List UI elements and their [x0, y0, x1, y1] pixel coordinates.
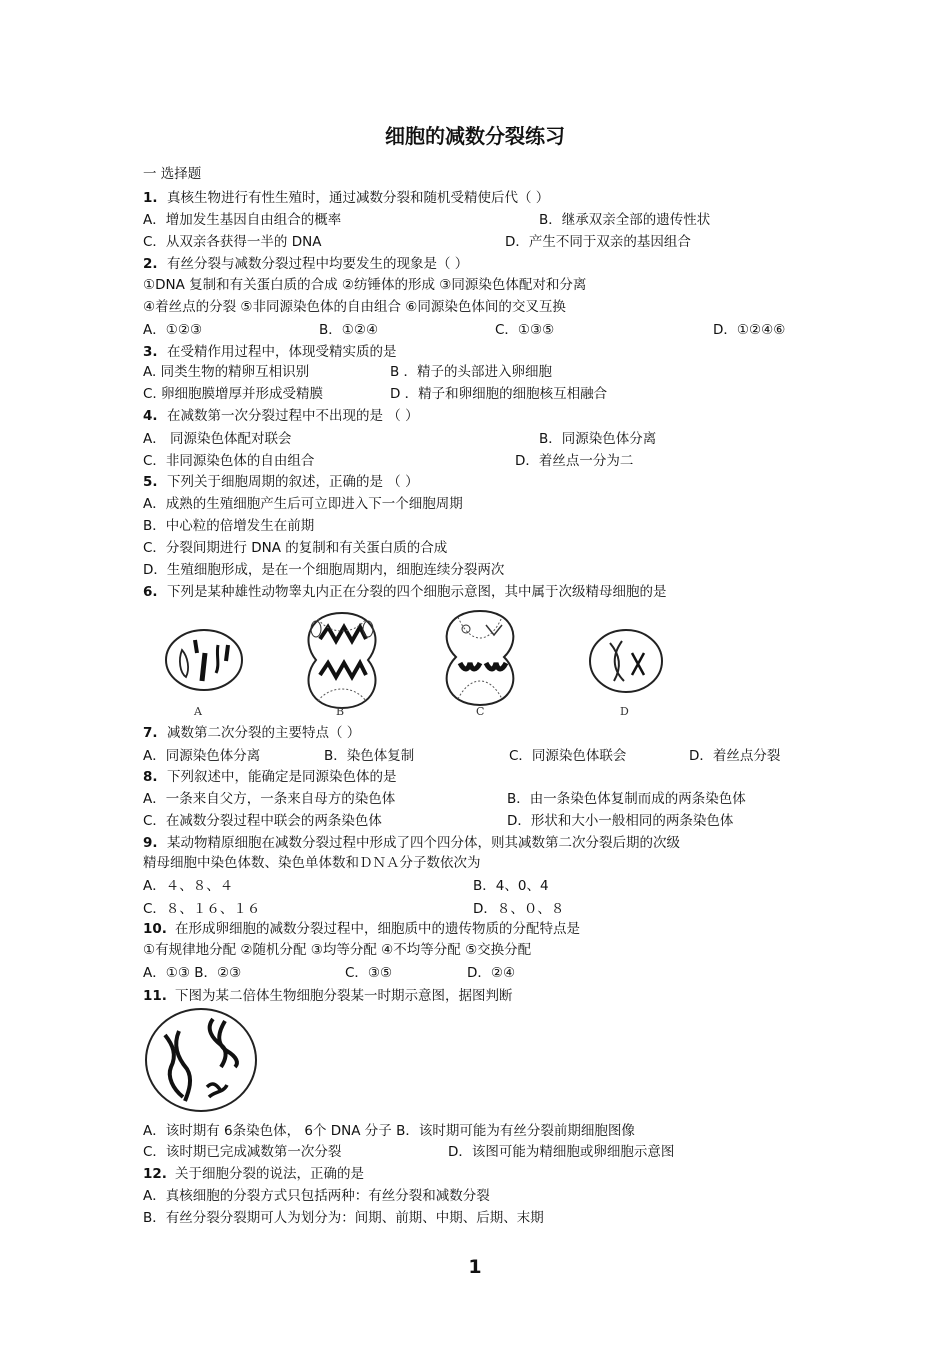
question-number: 12.: [143, 1166, 167, 1182]
text-segment: D．②④: [467, 965, 516, 981]
text-segment: C．非同源染色体的自由组合: [143, 453, 315, 469]
text-segment: 某动物精原细胞在减数分裂过程中形成了四个四分体，则其减数第二次分裂后期的次级: [167, 835, 680, 851]
text-segment: 减数第二次分裂的主要特点（ ）: [167, 725, 361, 741]
text-segment: D．着丝点分裂: [689, 748, 781, 764]
text-segment: B．同源染色体分离: [539, 431, 657, 447]
question-number: 10.: [143, 921, 167, 937]
text-segment: C．从双亲各获得一半的 DNA: [143, 234, 322, 250]
text-segment: B．中心粒的倍增发生在前期: [143, 518, 315, 534]
text-segment: 一 选择题: [143, 166, 202, 182]
text-segment: B．继承双亲全部的遗传性状: [539, 212, 711, 228]
text-segment: A．增加发生基因自由组合的概率: [143, 212, 342, 228]
text-segment: C．该时期已完成减数第一次分裂: [143, 1144, 342, 1160]
text-segment: D．形状和大小一般相同的两条染色体: [507, 813, 734, 829]
text-segment: D．生殖细胞形成，是在一个细胞周期内，细胞连续分裂两次: [143, 562, 505, 578]
cell-b: [308, 613, 375, 708]
text-segment: C．８、１６、１６: [143, 901, 261, 917]
question-number: 8.: [143, 769, 158, 785]
text-segment: 下列关于细胞周期的叙述，正确的是 （ ）: [167, 474, 419, 490]
text-segment: D．该图可能为精细胞或卵细胞示意图: [448, 1144, 675, 1160]
question-number: 4.: [143, 408, 158, 424]
text-segment: ①有规律地分配 ②随机分配 ③均等分配 ④不均等分配 ⑤交换分配: [143, 942, 532, 958]
question-number: 5.: [143, 474, 158, 490]
text-segment: D．８、０、８: [473, 901, 565, 917]
text-segment: C．①③⑤: [495, 322, 555, 338]
text-segment: 有丝分裂与减数分裂过程中均要发生的现象是（ ）: [167, 256, 469, 272]
text-segment: B．有丝分裂分裂期可人为划分为：间期、前期、中期、后期、末期: [143, 1210, 544, 1226]
text-segment: 下图为某二倍体生物细胞分裂某一时期示意图，据图判断: [175, 988, 513, 1004]
text-segment: C．同源染色体联会: [509, 748, 627, 764]
label-d: D: [620, 705, 629, 717]
text-segment: D．产生不同于双亲的基因组合: [505, 234, 691, 250]
text-segment: A．成熟的生殖细胞产生后可立即进入下一个细胞周期: [143, 496, 463, 512]
text-segment: A．同源染色体分离: [143, 748, 261, 764]
label-a: A: [194, 705, 202, 717]
question-number: 7.: [143, 725, 158, 741]
text-segment: 下列叙述中，能确定是同源染色体的是: [167, 769, 397, 785]
text-segment: C. 卵细胞膜增厚并形成受精膜: [143, 386, 324, 402]
question-number: 11.: [143, 988, 167, 1004]
text-segment: B．染色体复制: [324, 748, 415, 764]
text-segment: A．该时期有 6条染色体， 6个 DNA 分子 B．该时期可能为有丝分裂前期细胞图像: [143, 1123, 635, 1139]
figure-q6-cells: [150, 605, 680, 717]
text-segment: 下列是某种雄性动物睾丸内正在分裂的四个细胞示意图，其中属于次级精母细胞的是: [167, 584, 667, 600]
text-segment: 在形成卵细胞的减数分裂过程中，细胞质中的遗传物质的分配特点是: [175, 921, 580, 937]
text-segment: A．一条来自父方，一条来自母方的染色体: [143, 791, 396, 807]
text-segment: ④着丝点的分裂 ⑤非同源染色体的自由组合 ⑥同源染色体间的交叉互换: [143, 299, 566, 315]
text-segment: C．③⑤: [345, 965, 393, 981]
page-title: 细胞的减数分裂练习: [385, 124, 565, 148]
text-segment: D ．精子和卵细胞的细胞核互相融合: [390, 386, 608, 402]
text-segment: 精母细胞中染色体数、染色单体数和ＤＮＡ分子数依次为: [143, 855, 481, 871]
question-number: 3.: [143, 344, 158, 360]
cell-d: [590, 630, 662, 692]
text-segment: C．在减数分裂过程中联会的两条染色体: [143, 813, 382, 829]
text-segment: C．分裂间期进行 DNA 的复制和有关蛋白质的合成: [143, 540, 448, 556]
question-number: 6.: [143, 584, 158, 600]
cell-c: [447, 611, 514, 705]
text-segment: B ．精子的头部进入卵细胞: [390, 364, 553, 380]
figure-q11-cell: [143, 1005, 261, 1115]
cell-a: [166, 630, 242, 690]
question-number: 2.: [143, 256, 158, 272]
text-segment: D．①②④⑥: [713, 322, 786, 338]
text-segment: A．４、８、４: [143, 878, 234, 894]
label-b: B: [336, 705, 345, 717]
text-segment: A． 同源染色体配对联会: [143, 431, 292, 447]
text-segment: 关于细胞分裂的说法，正确的是: [175, 1166, 364, 1182]
text-segment: A. 同类生物的精卵互相识别: [143, 364, 310, 380]
text-segment: A．真核细胞的分裂方式只包括两种：有丝分裂和减数分裂: [143, 1188, 490, 1204]
text-segment: B．由一条染色体复制而成的两条染色体: [507, 791, 746, 807]
text-segment: 在受精作用过程中，体现受精实质的是: [167, 344, 397, 360]
text-segment: 在减数第一次分裂过程中不出现的是 （ ）: [167, 408, 419, 424]
text-segment: A．①③ B．②③: [143, 965, 242, 981]
label-c: C: [476, 705, 485, 717]
text-segment: D．着丝点一分为二: [515, 453, 634, 469]
text-segment: B．4、0、4: [473, 878, 549, 894]
text-segment: ①DNA 复制和有关蛋白质的合成 ②纺锤体的形成 ③同源染色体配对和分离: [143, 277, 587, 293]
page-number: 1: [468, 1256, 482, 1278]
text-segment: 真核生物进行有性生殖时，通过减数分裂和随机受精使后代（ ）: [167, 190, 550, 206]
question-number: 9.: [143, 835, 158, 851]
text-segment: B．①②④: [319, 322, 379, 338]
text-segment: A．①②③: [143, 322, 203, 338]
question-number: 1.: [143, 190, 158, 206]
